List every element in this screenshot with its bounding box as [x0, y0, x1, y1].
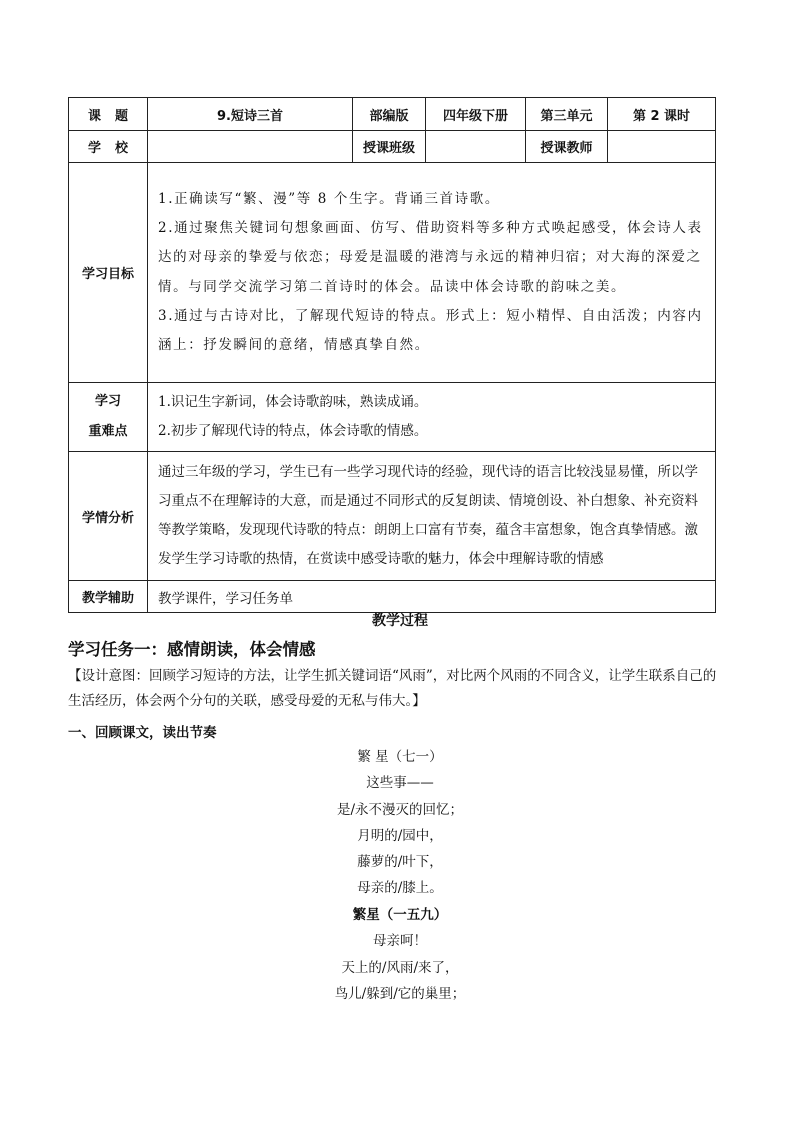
aids-label: 教学辅助: [69, 581, 148, 613]
poem-line: 母亲呵！: [373, 933, 427, 950]
poem-line: 母亲的/膝上。: [357, 880, 443, 897]
design-intent: 【设计意图：回顾学习短诗的方法，让学生抓关键词语“风雨”，对比两个风雨的不同含义，让学生联系自己的生活经历，体会两个分句的关联，感受母爱的无私与伟大。】: [68, 668, 717, 709]
analysis-content: [148, 452, 716, 581]
school-value: [148, 131, 353, 163]
teacher-value: [608, 131, 716, 163]
poem-line: 月明的/园中，: [357, 827, 443, 844]
class-label: 授课班级: [353, 131, 426, 163]
key-point-2: 2.初步了解现代诗的特点，体会诗歌的情感。: [158, 423, 428, 439]
objective-2: 2.通过聚焦关键词句想象画面、仿写、借助资料等多种方式唤起感受，体会诗人表达的对母亲的挚爱与依恋；母爱是温暖的港湾与永远的精神归宿；对大海的深爱之情。与同学交流学习第二首诗时的体会。品读中体会诗歌的韵味之美。: [158, 220, 703, 295]
objectives-content: [148, 163, 716, 383]
period: 第 2 课时: [608, 98, 716, 131]
lesson-label: 课题: [69, 98, 148, 131]
poem-159: [0, 902, 800, 1007]
poem-title: 繁 星（七一）: [357, 749, 443, 765]
key-points-label: [69, 383, 148, 452]
poem-line: 这些事——: [366, 775, 434, 792]
process-title: 教学过程: [372, 613, 428, 629]
school-label: 学校: [69, 131, 148, 163]
objective-3: 3.通过与古诗对比，了解现代短诗的特点。形式上：短小精悍、自由活泼；内容内涵上：抒发瞬间的意绪，情感真挚自然。: [158, 307, 703, 353]
analysis-text: 通过三年级的学习，学生已有一些学习现代诗的经验，现代诗的语言比较浅显易懂，所以学习重点不在理解诗的大意，而是通过不同形式的反复朗读、情境创设、补白想象、补充资料等教学策略，发现现代诗歌的特点：朗朗上口富有节奏，蕴含丰富想象，饱含真挚情感。激发学生学习诗歌的热情，在赏读中感受诗歌的魅力，体会中理解诗歌的情感: [158, 464, 698, 567]
analysis-label: 学情分析: [69, 452, 148, 581]
row-aids: [69, 581, 716, 613]
poem-line: 是/永不漫灭的回忆；: [336, 801, 464, 818]
class-value: [426, 131, 526, 163]
lesson-info-table: [68, 97, 716, 613]
row-lesson: [69, 98, 716, 131]
grade: 四年级下册: [426, 98, 526, 131]
key-points-label-1: 学习: [94, 394, 121, 409]
section-heading: 一、回顾课文，读出节奏: [68, 725, 217, 741]
row-key-points: [69, 383, 716, 452]
row-school: [69, 131, 716, 163]
objective-1: 1.正确读写“繁、漫”等 8 个生字。背诵三首诗歌。: [158, 190, 500, 207]
poem-line: 天上的/风雨/来了，: [341, 959, 459, 976]
poem-line: 藤萝的/叶下，: [357, 854, 443, 871]
task-heading: 学习任务一：感情朗读，体会情感: [68, 640, 316, 659]
unit: 第三单元: [526, 98, 608, 131]
aids-content: 教学课件，学习任务单: [148, 581, 716, 613]
lesson-title: 9.短诗三首: [148, 98, 353, 131]
objectives-label: 学习目标: [69, 163, 148, 383]
key-points-label-2: 重难点: [88, 424, 128, 439]
edition: 部编版: [353, 98, 426, 131]
poem-line: 鸟儿/躲到/它的巢里；: [334, 985, 466, 1002]
key-point-1: 1.识记生字新词，体会诗歌韵味，熟读成诵。: [158, 394, 428, 410]
row-analysis: [69, 452, 716, 581]
key-points-content: [148, 383, 716, 452]
poem-71: [0, 744, 800, 902]
poem-title: 繁星（一五九）: [352, 907, 448, 923]
row-objectives: [69, 163, 716, 383]
teacher-label: 授课教师: [526, 131, 608, 163]
